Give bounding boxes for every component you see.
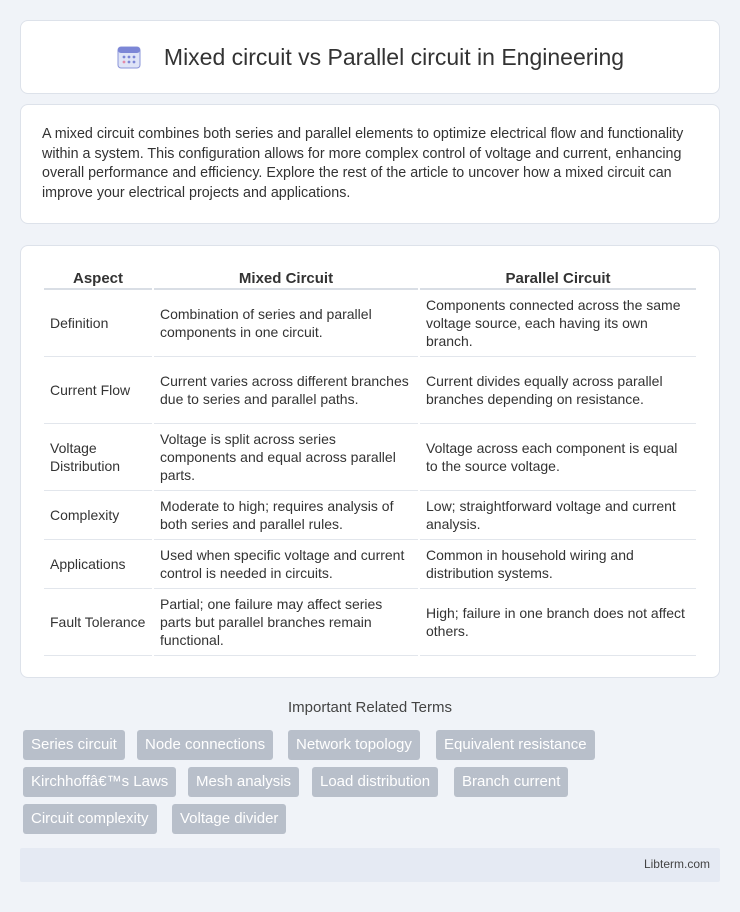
header-mixed: Mixed Circuit <box>154 266 418 290</box>
cell-parallel: Common in household wiring and distribution systems. <box>420 540 696 589</box>
tag-branch-current[interactable]: Branch current <box>454 767 568 797</box>
cell-aspect: Current Flow <box>44 357 152 424</box>
cell-parallel: Current divides equally across parallel branches depending on resistance. <box>420 357 696 424</box>
cell-aspect: Applications <box>44 540 152 589</box>
intro-card <box>20 104 720 224</box>
cell-mixed: Moderate to high; requires analysis of both series and parallel rules. <box>154 491 418 540</box>
tag-circuit-complexity[interactable]: Circuit complexity <box>23 804 157 834</box>
comparison-table <box>42 266 698 656</box>
cell-aspect: Voltage Distribution <box>44 424 152 491</box>
intro-text: A mixed circuit combines both series and parallel elements to optimize electrical flow and functionality within a system. This configuration allows for more complex control of voltage and current, enhancing overall performance and efficiency. Explore the rest of the article to uncover how a mixed circuit can improve your electrical projects and applications. <box>42 126 684 201</box>
tag-kirchhoffs-laws[interactable]: Kirchhoffâ€™s Laws <box>23 767 176 797</box>
footer-site-link[interactable]: Libterm.com <box>643 857 710 871</box>
tag-equivalent-resistance[interactable]: Equivalent resistance <box>436 730 595 760</box>
cell-parallel: Low; straightforward voltage and current analysis. <box>420 491 696 540</box>
footer <box>20 848 720 882</box>
table-row <box>44 357 696 424</box>
table-row <box>44 424 696 491</box>
tag-mesh-analysis[interactable]: Mesh analysis <box>188 767 299 797</box>
cell-aspect: Definition <box>44 290 152 357</box>
comparison-card <box>20 245 720 678</box>
tag-load-distribution[interactable]: Load distribution <box>312 767 438 797</box>
cell-aspect: Fault Tolerance <box>44 589 152 656</box>
tag-network-topology[interactable]: Network topology <box>288 730 420 760</box>
cell-mixed: Partial; one failure may affect series parts but parallel branches remain functional. <box>154 589 418 656</box>
page-title: Mixed circuit vs Parallel circuit in Engineering <box>163 43 625 70</box>
cell-mixed: Current varies across different branches due to series and parallel paths. <box>154 357 418 424</box>
tag-series-circuit[interactable]: Series circuit <box>23 730 125 760</box>
tag-node-connections[interactable]: Node connections <box>137 730 273 760</box>
header-parallel: Parallel Circuit <box>420 266 696 290</box>
cell-parallel: Voltage across each component is equal to the source voltage. <box>420 424 696 491</box>
cell-parallel: Components connected across the same voltage source, each having its own branch. <box>420 290 696 357</box>
header-aspect: Aspect <box>44 266 152 290</box>
table-row <box>44 491 696 540</box>
table-row <box>44 589 696 656</box>
cell-parallel: High; failure in one branch does not affect others. <box>420 589 696 656</box>
header-card <box>20 20 720 94</box>
related-terms-title: Important Related Terms <box>288 699 452 716</box>
cell-mixed: Voltage is split across series components and equal across parallel parts. <box>154 424 418 491</box>
cell-aspect: Complexity <box>44 491 152 540</box>
table-header-row <box>44 266 696 290</box>
table-row <box>44 540 696 589</box>
calendar-icon <box>116 44 142 70</box>
cell-mixed: Used when specific voltage and current control is needed in circuits. <box>154 540 418 589</box>
cell-mixed: Combination of series and parallel components in one circuit. <box>154 290 418 357</box>
table-row <box>44 290 696 357</box>
tag-voltage-divider[interactable]: Voltage divider <box>172 804 286 834</box>
